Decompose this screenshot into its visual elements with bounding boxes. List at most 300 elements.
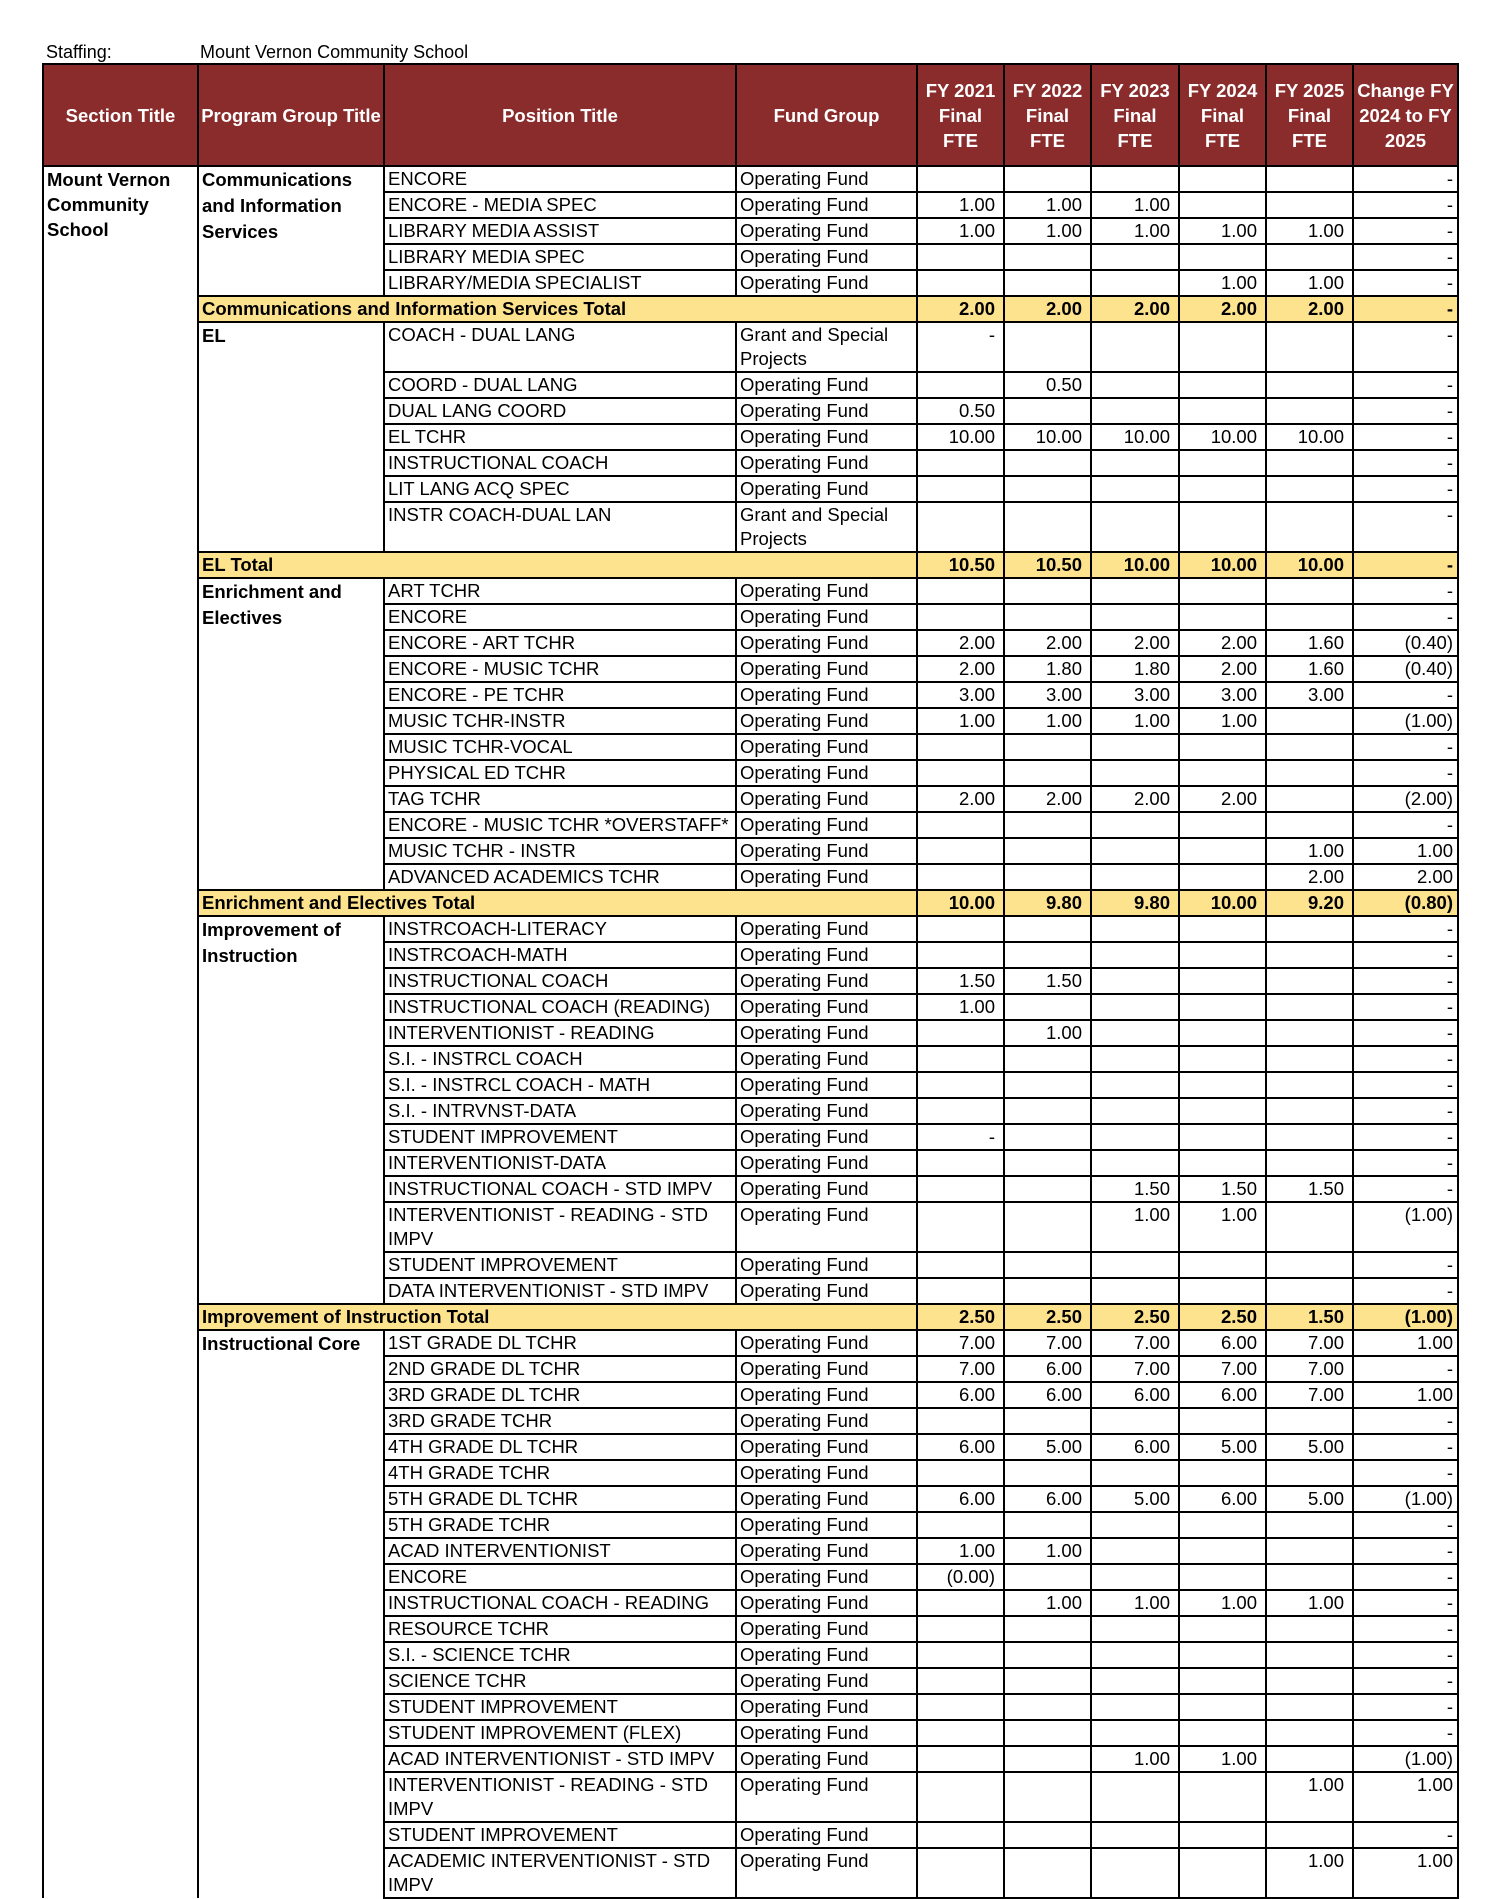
fy2022-fte — [1004, 994, 1091, 1020]
fy2023-fte — [1091, 1072, 1179, 1098]
position-title: INSTR COACH-DUAL LAN — [384, 502, 736, 552]
fy2022-fte — [1004, 1848, 1091, 1898]
total-fy2022-fte: 2.00 — [1004, 296, 1091, 322]
fy2022-fte — [1004, 578, 1091, 604]
fy2024-fte: 10.00 — [1179, 424, 1266, 450]
position-title: S.I. - SCIENCE TCHR — [384, 1642, 736, 1668]
fy2021-fte: 1.00 — [917, 994, 1004, 1020]
fund-group: Operating Fund — [736, 1590, 917, 1616]
fy2023-fte — [1091, 578, 1179, 604]
fy2025-fte: 3.00 — [1266, 682, 1353, 708]
fy2023-fte — [1091, 1278, 1179, 1304]
fy2025-fte — [1266, 372, 1353, 398]
fy2021-fte — [917, 1590, 1004, 1616]
program-group-title: Instructional Core — [198, 1330, 384, 1898]
fy2021-fte — [917, 734, 1004, 760]
change-value: - — [1353, 450, 1458, 476]
fy2022-fte — [1004, 1694, 1091, 1720]
change-value: (1.00) — [1353, 1202, 1458, 1252]
fy2022-fte: 3.00 — [1004, 682, 1091, 708]
fy2021-fte — [917, 244, 1004, 270]
fund-group: Operating Fund — [736, 1694, 917, 1720]
position-title: 3RD GRADE DL TCHR — [384, 1382, 736, 1408]
fund-group: Operating Fund — [736, 218, 917, 244]
fund-group: Operating Fund — [736, 1848, 917, 1898]
fy2021-fte — [917, 1694, 1004, 1720]
fy2023-fte — [1091, 270, 1179, 296]
change-value: - — [1353, 502, 1458, 552]
position-title: SCIENCE TCHR — [384, 1668, 736, 1694]
fy2022-fte — [1004, 166, 1091, 192]
fy2024-fte: 2.00 — [1179, 786, 1266, 812]
position-title: INSTRUCTIONAL COACH (READING) — [384, 994, 736, 1020]
fy2022-fte — [1004, 942, 1091, 968]
fy2024-fte — [1179, 1538, 1266, 1564]
fy2022-fte — [1004, 476, 1091, 502]
table-body — [43, 166, 1458, 1898]
position-title: RESOURCE TCHR — [384, 1616, 736, 1642]
fy2021-fte: 0.50 — [917, 398, 1004, 424]
position-title: LIBRARY MEDIA ASSIST — [384, 218, 736, 244]
position-title: STUDENT IMPROVEMENT (FLEX) — [384, 1720, 736, 1746]
fy2022-fte: 7.00 — [1004, 1330, 1091, 1356]
position-title: 4TH GRADE DL TCHR — [384, 1434, 736, 1460]
fy2022-fte: 0.50 — [1004, 372, 1091, 398]
total-fy2024-fte: 2.00 — [1179, 296, 1266, 322]
fy2024-fte — [1179, 1694, 1266, 1720]
fy2021-fte — [917, 1616, 1004, 1642]
fy2023-fte: 6.00 — [1091, 1434, 1179, 1460]
fy2022-fte — [1004, 1202, 1091, 1252]
fy2023-fte — [1091, 476, 1179, 502]
change-value: - — [1353, 1278, 1458, 1304]
change-value: - — [1353, 1642, 1458, 1668]
change-value: 1.00 — [1353, 1848, 1458, 1898]
header-program-group-title: Program Group Title — [198, 64, 384, 166]
fy2025-fte — [1266, 1046, 1353, 1072]
fy2025-fte — [1266, 1564, 1353, 1590]
total-fy2021-fte: 2.00 — [917, 296, 1004, 322]
program-group-title: EL — [198, 322, 384, 552]
fy2024-fte — [1179, 994, 1266, 1020]
fund-group: Operating Fund — [736, 1046, 917, 1072]
change-value: - — [1353, 1720, 1458, 1746]
fund-group: Operating Fund — [736, 1746, 917, 1772]
fy2022-fte — [1004, 1720, 1091, 1746]
change-value: - — [1353, 1590, 1458, 1616]
fy2025-fte — [1266, 1720, 1353, 1746]
group-total-row — [43, 552, 1458, 578]
position-title: ENCORE — [384, 604, 736, 630]
fy2021-fte: 1.50 — [917, 968, 1004, 994]
change-value: - — [1353, 1460, 1458, 1486]
fund-group: Grant and Special Projects — [736, 502, 917, 552]
change-value: - — [1353, 1020, 1458, 1046]
fy2023-fte — [1091, 968, 1179, 994]
fy2025-fte: 1.00 — [1266, 838, 1353, 864]
fy2022-fte — [1004, 1616, 1091, 1642]
header-fy2022: FY 2022 Final FTE — [1004, 64, 1091, 166]
fy2024-fte: 1.00 — [1179, 1202, 1266, 1252]
change-value: - — [1353, 192, 1458, 218]
header-section-title: Section Title — [43, 64, 198, 166]
fy2023-fte: 2.00 — [1091, 630, 1179, 656]
fy2025-fte: 2.00 — [1266, 864, 1353, 890]
fy2023-fte — [1091, 942, 1179, 968]
fy2025-fte — [1266, 1202, 1353, 1252]
position-title: ART TCHR — [384, 578, 736, 604]
fy2021-fte: 6.00 — [917, 1486, 1004, 1512]
fy2022-fte — [1004, 1176, 1091, 1202]
fy2025-fte — [1266, 192, 1353, 218]
position-title: MUSIC TCHR - INSTR — [384, 838, 736, 864]
fy2024-fte — [1179, 502, 1266, 552]
fy2022-fte — [1004, 270, 1091, 296]
fy2025-fte: 1.00 — [1266, 270, 1353, 296]
change-value: - — [1353, 994, 1458, 1020]
fy2021-fte: - — [917, 322, 1004, 372]
position-title: ACAD INTERVENTIONIST — [384, 1538, 736, 1564]
fy2023-fte — [1091, 760, 1179, 786]
fy2025-fte — [1266, 1408, 1353, 1434]
section-title-cell: Mount Vernon Community School — [43, 166, 198, 1898]
fy2022-fte — [1004, 1072, 1091, 1098]
fy2022-fte — [1004, 1150, 1091, 1176]
fy2021-fte — [917, 450, 1004, 476]
fund-group: Operating Fund — [736, 630, 917, 656]
fy2024-fte: 1.00 — [1179, 1590, 1266, 1616]
fy2025-fte: 1.00 — [1266, 1848, 1353, 1898]
fund-group: Operating Fund — [736, 682, 917, 708]
fund-group: Operating Fund — [736, 1150, 917, 1176]
table-row — [43, 322, 1458, 372]
fy2023-fte — [1091, 1616, 1179, 1642]
header-fund-group: Fund Group — [736, 64, 917, 166]
fy2024-fte — [1179, 1408, 1266, 1434]
position-title: MUSIC TCHR-VOCAL — [384, 734, 736, 760]
table-row — [43, 1330, 1458, 1356]
fy2021-fte — [917, 1020, 1004, 1046]
position-title: ENCORE - ART TCHR — [384, 630, 736, 656]
fy2023-fte — [1091, 1538, 1179, 1564]
fy2024-fte — [1179, 450, 1266, 476]
fy2025-fte: 5.00 — [1266, 1486, 1353, 1512]
table-row — [43, 578, 1458, 604]
fy2021-fte — [917, 1098, 1004, 1124]
table-row — [43, 166, 1458, 192]
position-title: INTERVENTIONIST - READING - STD IMPV — [384, 1202, 736, 1252]
fy2023-fte — [1091, 1848, 1179, 1898]
fy2021-fte: 1.00 — [917, 218, 1004, 244]
fy2021-fte — [917, 1720, 1004, 1746]
fy2024-fte: 6.00 — [1179, 1330, 1266, 1356]
fy2025-fte: 7.00 — [1266, 1382, 1353, 1408]
position-title: ENCORE - MEDIA SPEC — [384, 192, 736, 218]
change-value: - — [1353, 1538, 1458, 1564]
fy2022-fte — [1004, 1772, 1091, 1822]
position-title: 5TH GRADE DL TCHR — [384, 1486, 736, 1512]
fy2025-fte — [1266, 1668, 1353, 1694]
fy2024-fte — [1179, 192, 1266, 218]
fy2022-fte — [1004, 1564, 1091, 1590]
school-name: Mount Vernon Community School — [200, 42, 469, 62]
fy2024-fte: 5.00 — [1179, 1434, 1266, 1460]
fy2025-fte — [1266, 450, 1353, 476]
position-title: INTERVENTIONIST - READING - STD IMPV — [384, 1772, 736, 1822]
position-title: STUDENT IMPROVEMENT — [384, 1252, 736, 1278]
fy2025-fte — [1266, 1822, 1353, 1848]
fy2023-fte: 1.00 — [1091, 708, 1179, 734]
position-title: MUSIC TCHR-INSTR — [384, 708, 736, 734]
fy2021-fte — [917, 1408, 1004, 1434]
fy2024-fte: 1.00 — [1179, 1746, 1266, 1772]
fy2025-fte: 1.00 — [1266, 218, 1353, 244]
fy2021-fte — [917, 578, 1004, 604]
total-fy2021-fte: 10.00 — [917, 890, 1004, 916]
fy2022-fte — [1004, 1668, 1091, 1694]
fund-group: Operating Fund — [736, 708, 917, 734]
fund-group: Operating Fund — [736, 1616, 917, 1642]
fy2024-fte — [1179, 1564, 1266, 1590]
fy2023-fte — [1091, 322, 1179, 372]
fy2024-fte — [1179, 1278, 1266, 1304]
fund-group: Operating Fund — [736, 1486, 917, 1512]
fy2023-fte — [1091, 1772, 1179, 1822]
fy2023-fte: 7.00 — [1091, 1356, 1179, 1382]
fy2022-fte: 6.00 — [1004, 1486, 1091, 1512]
fy2025-fte: 5.00 — [1266, 1434, 1353, 1460]
fy2023-fte — [1091, 1642, 1179, 1668]
fy2025-fte — [1266, 786, 1353, 812]
change-value: - — [1353, 372, 1458, 398]
fy2025-fte — [1266, 760, 1353, 786]
fy2023-fte — [1091, 1124, 1179, 1150]
fund-group: Operating Fund — [736, 450, 917, 476]
position-title: ENCORE — [384, 166, 736, 192]
fund-group: Operating Fund — [736, 1434, 917, 1460]
header-position-title: Position Title — [384, 64, 736, 166]
total-fy2021-fte: 10.50 — [917, 552, 1004, 578]
fund-group: Operating Fund — [736, 1098, 917, 1124]
fy2025-fte: 7.00 — [1266, 1330, 1353, 1356]
fy2021-fte — [917, 916, 1004, 942]
fy2022-fte — [1004, 398, 1091, 424]
fy2024-fte — [1179, 1848, 1266, 1898]
header-fy2021: FY 2021 Final FTE — [917, 64, 1004, 166]
fy2025-fte — [1266, 708, 1353, 734]
header-row — [43, 64, 1458, 166]
total-fy2022-fte: 10.50 — [1004, 552, 1091, 578]
position-title: STUDENT IMPROVEMENT — [384, 1694, 736, 1720]
fy2022-fte: 6.00 — [1004, 1356, 1091, 1382]
change-value: - — [1353, 942, 1458, 968]
fy2021-fte — [917, 1278, 1004, 1304]
fund-group: Operating Fund — [736, 1822, 917, 1848]
fy2022-fte — [1004, 1124, 1091, 1150]
fy2022-fte: 2.00 — [1004, 786, 1091, 812]
fy2023-fte — [1091, 812, 1179, 838]
change-value: - — [1353, 760, 1458, 786]
fy2021-fte: - — [917, 1124, 1004, 1150]
change-value: 2.00 — [1353, 864, 1458, 890]
fy2023-fte — [1091, 1046, 1179, 1072]
fy2025-fte — [1266, 1616, 1353, 1642]
table-row — [43, 916, 1458, 942]
fy2022-fte — [1004, 1098, 1091, 1124]
fy2025-fte: 10.00 — [1266, 424, 1353, 450]
fy2022-fte — [1004, 322, 1091, 372]
fy2021-fte: (0.00) — [917, 1564, 1004, 1590]
position-title: COORD - DUAL LANG — [384, 372, 736, 398]
group-total-label: Communications and Information Services Total — [198, 296, 917, 322]
total-fy2025-fte: 10.00 — [1266, 552, 1353, 578]
fy2024-fte — [1179, 578, 1266, 604]
position-title: S.I. - INSTRCL COACH — [384, 1046, 736, 1072]
fy2021-fte: 1.00 — [917, 1538, 1004, 1564]
fy2025-fte: 7.00 — [1266, 1356, 1353, 1382]
fy2025-fte — [1266, 322, 1353, 372]
fy2025-fte — [1266, 1746, 1353, 1772]
fy2025-fte — [1266, 1694, 1353, 1720]
fy2023-fte — [1091, 502, 1179, 552]
fy2024-fte — [1179, 1668, 1266, 1694]
fy2025-fte — [1266, 916, 1353, 942]
fy2024-fte — [1179, 1772, 1266, 1822]
fy2021-fte — [917, 1512, 1004, 1538]
group-total-label: EL Total — [198, 552, 917, 578]
change-value: - — [1353, 244, 1458, 270]
fy2023-fte — [1091, 1098, 1179, 1124]
fy2025-fte — [1266, 942, 1353, 968]
header-fy2023: FY 2023 Final FTE — [1091, 64, 1179, 166]
fy2023-fte — [1091, 838, 1179, 864]
fy2023-fte: 1.00 — [1091, 218, 1179, 244]
fy2023-fte — [1091, 1564, 1179, 1590]
fy2021-fte: 2.00 — [917, 786, 1004, 812]
change-value: (2.00) — [1353, 786, 1458, 812]
fund-group: Operating Fund — [736, 1538, 917, 1564]
fy2024-fte — [1179, 398, 1266, 424]
change-value: - — [1353, 734, 1458, 760]
fy2023-fte — [1091, 1720, 1179, 1746]
fy2021-fte: 6.00 — [917, 1434, 1004, 1460]
fy2021-fte — [917, 864, 1004, 890]
fy2021-fte — [917, 1848, 1004, 1898]
position-title: DUAL LANG COORD — [384, 398, 736, 424]
fy2025-fte — [1266, 1020, 1353, 1046]
fund-group: Operating Fund — [736, 968, 917, 994]
change-value: (1.00) — [1353, 1746, 1458, 1772]
change-value: - — [1353, 1150, 1458, 1176]
fund-group: Operating Fund — [736, 166, 917, 192]
fy2021-fte — [917, 372, 1004, 398]
fy2021-fte — [917, 760, 1004, 786]
fund-group: Operating Fund — [736, 942, 917, 968]
fy2021-fte — [917, 1772, 1004, 1822]
fy2022-fte — [1004, 450, 1091, 476]
fy2025-fte — [1266, 1252, 1353, 1278]
fund-group: Operating Fund — [736, 1642, 917, 1668]
fy2023-fte — [1091, 1512, 1179, 1538]
position-title: LIBRARY/MEDIA SPECIALIST — [384, 270, 736, 296]
change-value: - — [1353, 1176, 1458, 1202]
fy2024-fte — [1179, 372, 1266, 398]
fy2024-fte — [1179, 1616, 1266, 1642]
total-fy2025-fte: 2.00 — [1266, 296, 1353, 322]
change-value: - — [1353, 398, 1458, 424]
fy2022-fte — [1004, 502, 1091, 552]
fund-group: Operating Fund — [736, 1072, 917, 1098]
fy2022-fte: 5.00 — [1004, 1434, 1091, 1460]
fy2023-fte — [1091, 1460, 1179, 1486]
program-group-title: Communications and Information Services — [198, 166, 384, 296]
change-value: (1.00) — [1353, 1486, 1458, 1512]
total-fy2022-fte: 2.50 — [1004, 1304, 1091, 1330]
fy2024-fte — [1179, 244, 1266, 270]
fy2024-fte: 2.00 — [1179, 656, 1266, 682]
fy2025-fte — [1266, 1098, 1353, 1124]
position-title: INSTRUCTIONAL COACH - STD IMPV — [384, 1176, 736, 1202]
fy2023-fte: 2.00 — [1091, 786, 1179, 812]
fy2021-fte — [917, 502, 1004, 552]
fy2024-fte — [1179, 734, 1266, 760]
fy2024-fte: 2.00 — [1179, 630, 1266, 656]
position-title: S.I. - INTRVNST-DATA — [384, 1098, 736, 1124]
fy2024-fte — [1179, 1150, 1266, 1176]
change-value: - — [1353, 1072, 1458, 1098]
header-change: Change FY 2024 to FY 2025 — [1353, 64, 1458, 166]
fy2021-fte — [917, 1822, 1004, 1848]
fund-group: Operating Fund — [736, 864, 917, 890]
position-title: ACADEMIC INTERVENTIONIST - STD IMPV — [384, 1848, 736, 1898]
fund-group: Operating Fund — [736, 786, 917, 812]
fy2024-fte: 3.00 — [1179, 682, 1266, 708]
position-title: INSTRCOACH-LITERACY — [384, 916, 736, 942]
group-total-label: Enrichment and Electives Total — [198, 890, 917, 916]
fy2022-fte — [1004, 1642, 1091, 1668]
change-value: (0.40) — [1353, 656, 1458, 682]
fund-group: Operating Fund — [736, 838, 917, 864]
fund-group: Operating Fund — [736, 1124, 917, 1150]
fy2024-fte — [1179, 166, 1266, 192]
fy2025-fte — [1266, 244, 1353, 270]
fy2021-fte — [917, 1460, 1004, 1486]
fy2021-fte: 1.00 — [917, 192, 1004, 218]
fund-group: Operating Fund — [736, 1772, 917, 1822]
group-total-row — [43, 296, 1458, 322]
fy2022-fte: 1.00 — [1004, 708, 1091, 734]
fy2022-fte — [1004, 1512, 1091, 1538]
fund-group: Operating Fund — [736, 1512, 917, 1538]
fy2024-fte — [1179, 1460, 1266, 1486]
fund-group: Operating Fund — [736, 1278, 917, 1304]
position-title: S.I. - INSTRCL COACH - MATH — [384, 1072, 736, 1098]
fy2022-fte — [1004, 1460, 1091, 1486]
change-value: - — [1353, 218, 1458, 244]
fy2023-fte: 3.00 — [1091, 682, 1179, 708]
fy2021-fte: 2.00 — [917, 630, 1004, 656]
fy2023-fte: 10.00 — [1091, 424, 1179, 450]
fy2024-fte — [1179, 916, 1266, 942]
total-fy2023-fte: 2.00 — [1091, 296, 1179, 322]
total-change-value: (0.80) — [1353, 890, 1458, 916]
fy2021-fte: 6.00 — [917, 1382, 1004, 1408]
fy2023-fte — [1091, 244, 1179, 270]
total-change-value: - — [1353, 296, 1458, 322]
position-title: INSTRCOACH-MATH — [384, 942, 736, 968]
fy2021-fte: 3.00 — [917, 682, 1004, 708]
fund-group: Operating Fund — [736, 578, 917, 604]
